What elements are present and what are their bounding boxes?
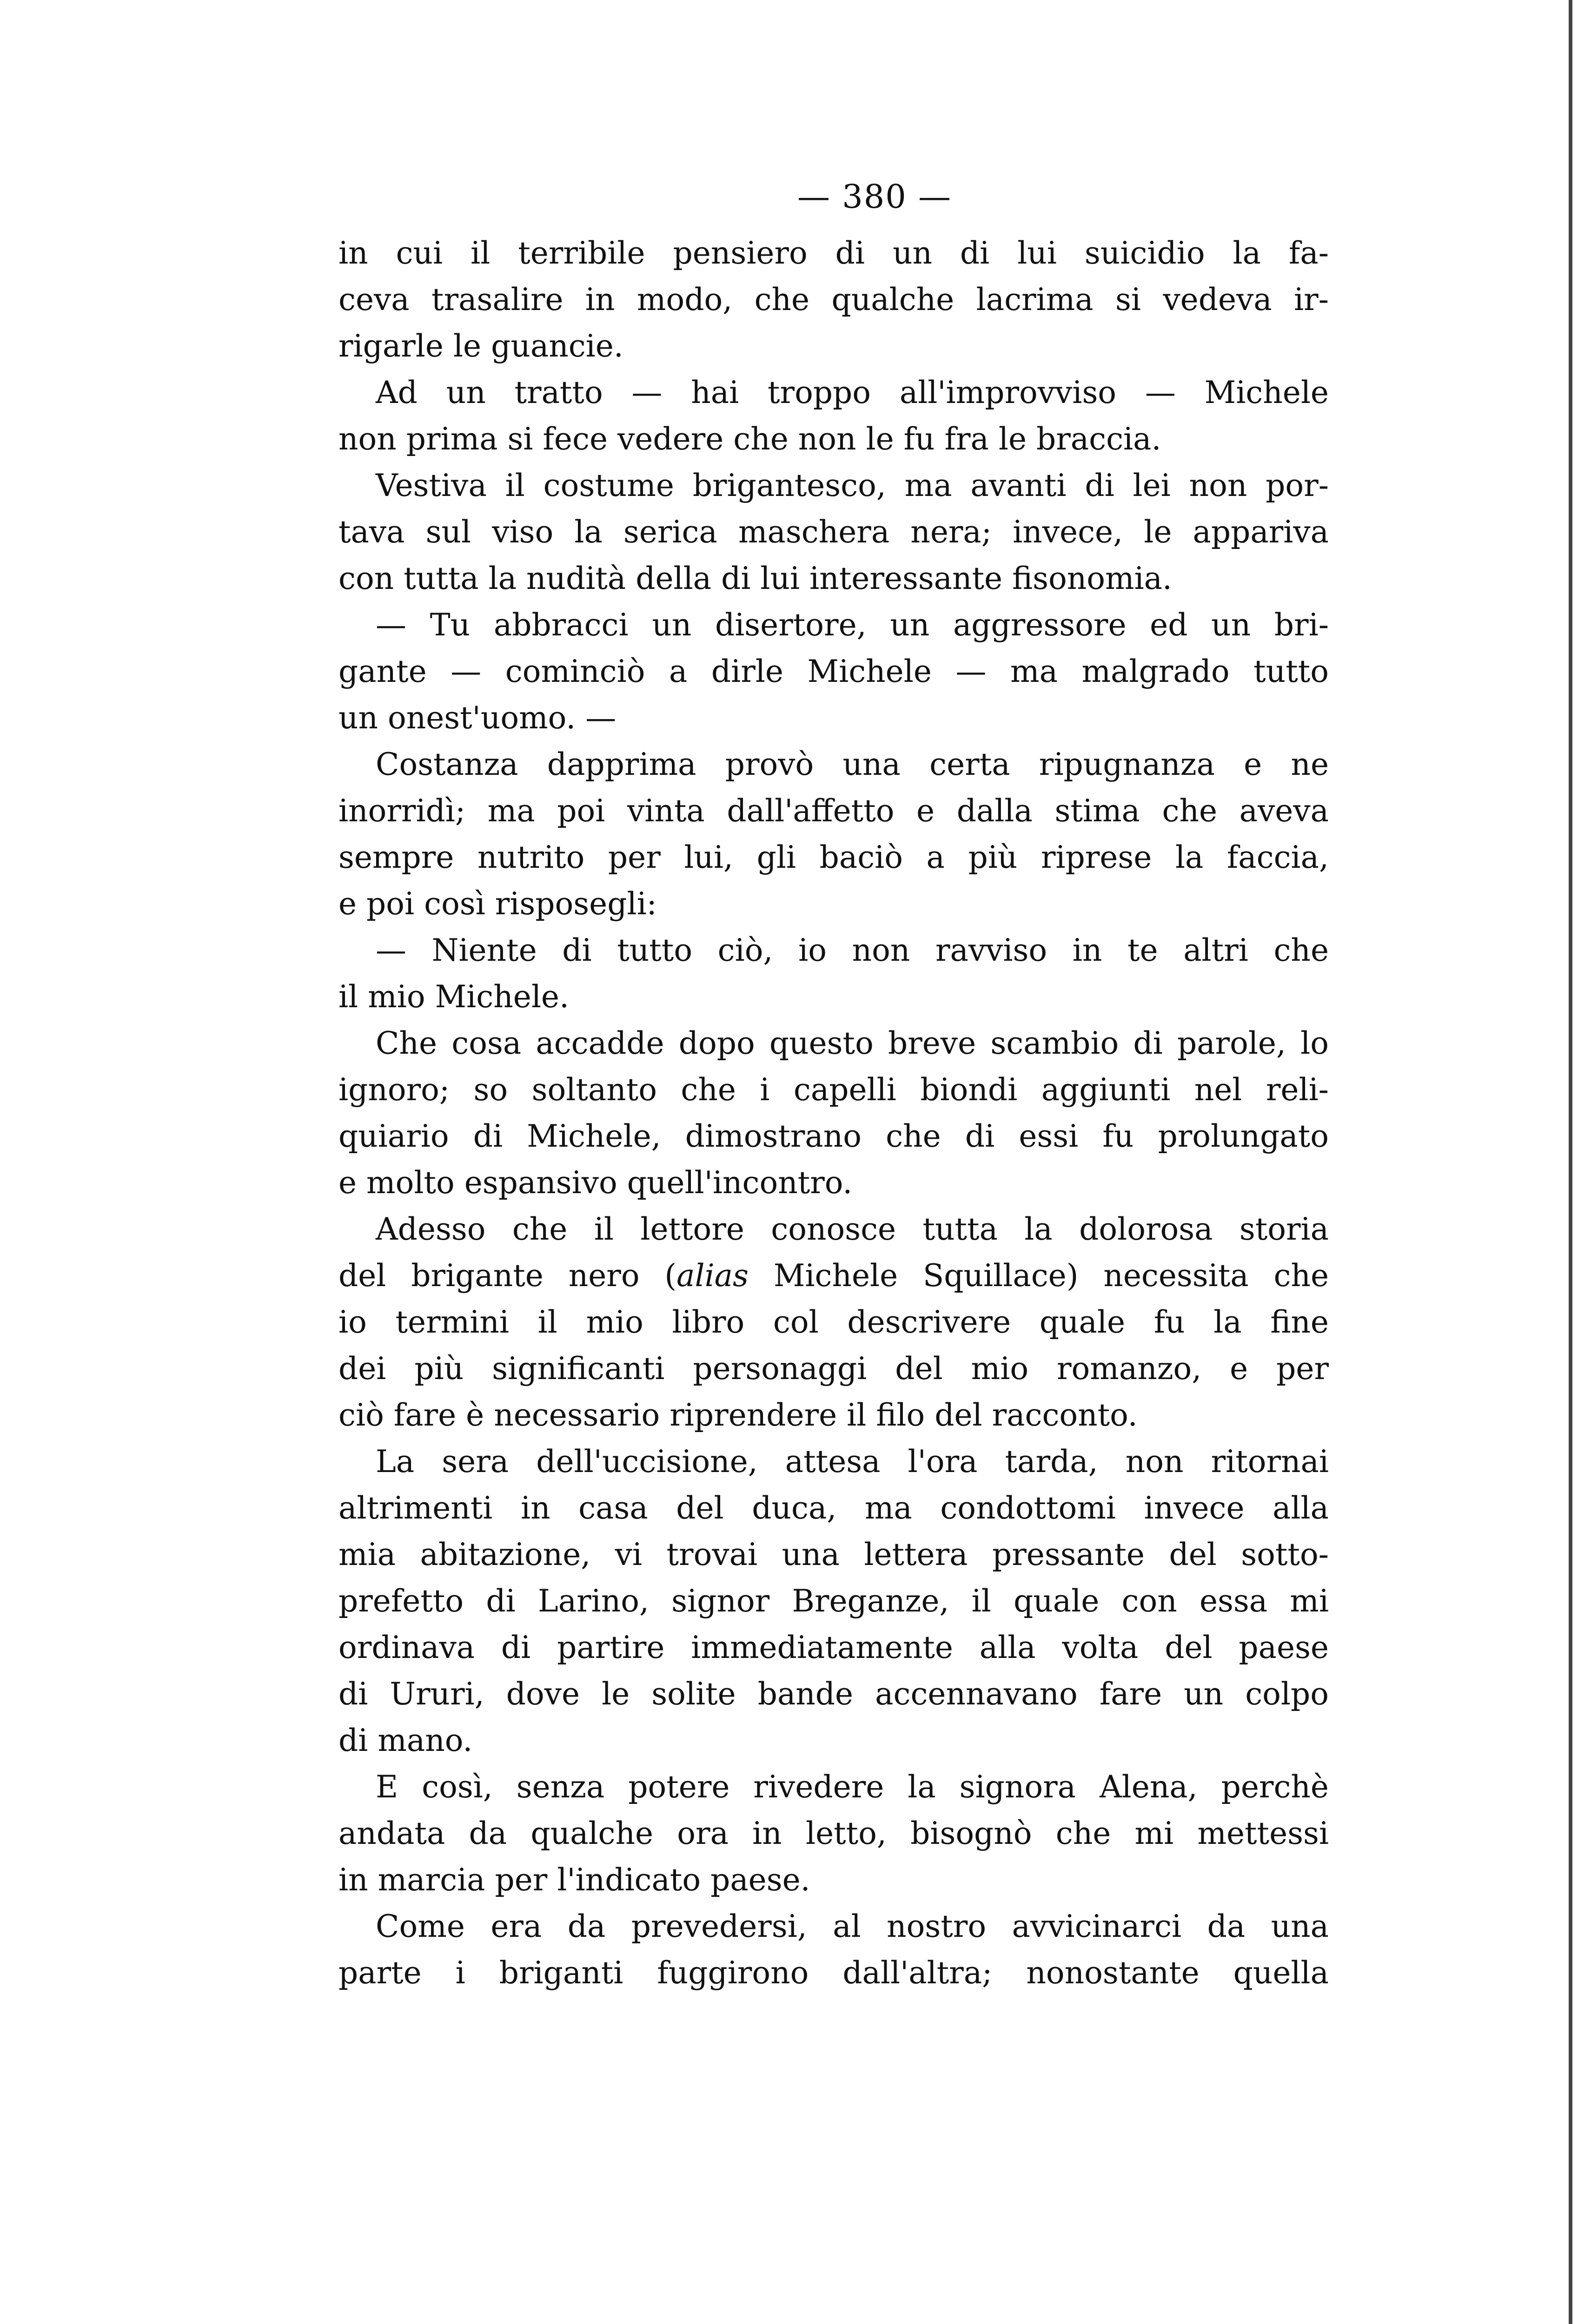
text-line: rigarle le guancie.: [338, 328, 623, 364]
text-line: ordinava di partire immediatamente alla volta del paese: [338, 1630, 1329, 1665]
text-line: La sera dell'uccisione, attesa l'ora tarda, non ritornai: [376, 1444, 1329, 1479]
text-line: sempre nutrito per lui, gli baciò a più riprese la faccia,: [338, 839, 1329, 875]
text-line: — Tu abbracci un disertore, un aggressore ed un bri-: [376, 607, 1329, 643]
text-line: gante — cominciò a dirle Michele — ma malgrado tutto: [338, 654, 1329, 689]
text-line: inorridì; ma poi vinta dall'affetto e dalla stima che aveva: [338, 793, 1329, 829]
text-line: prefetto di Larino, signor Breganze, il quale con essa mi: [338, 1583, 1329, 1619]
text-line: e poi così risposegli:: [338, 886, 657, 922]
paragraph: [338, 1764, 1329, 1903]
paragraph: [338, 927, 1329, 1020]
text-line: il mio Michele.: [338, 979, 569, 1015]
text-line: del brigante nero (alias Michele Squillace) necessita che: [338, 1258, 1329, 1294]
paragraph: [338, 1439, 1329, 1764]
text-line: andata da qualche ora in letto, bisognò che mi mettessi: [338, 1816, 1329, 1851]
text-line: di mano.: [338, 1723, 473, 1758]
text-line: mia abitazione, vi trovai una lettera pressante del sotto-: [338, 1537, 1329, 1572]
body-text: [338, 230, 1329, 1996]
paragraph: [338, 602, 1329, 741]
text-line: Come era da prevedersi, al nostro avvicinarci da una: [376, 1908, 1329, 1944]
text-line: un onest'uomo. —: [338, 700, 617, 736]
paragraph: [338, 230, 1329, 370]
text-line: E così, senza potere rivedere la signora Alena, perchè: [376, 1769, 1329, 1805]
text-line: in marcia per l'indicato paese.: [338, 1862, 810, 1898]
text-line: non prima si fece vedere che non le fu fra le braccia.: [338, 421, 1161, 457]
text-line: parte i briganti fuggirono dall'altra; nonostante quella: [338, 1955, 1329, 1991]
text-line: Ad un tratto — hai troppo all'improvviso — Michele: [376, 375, 1329, 410]
paragraph: [338, 1903, 1329, 1996]
text-line: io termini il mio libro col descrivere quale fu la fine: [338, 1304, 1329, 1340]
text-line: tava sul viso la serica maschera nera; invece, le appariva: [338, 514, 1329, 550]
text-line: con tutta la nudità della di lui interessante fisonomia.: [338, 561, 1172, 596]
text-line: altrimenti in casa del duca, ma condottomi invece alla: [338, 1490, 1329, 1526]
text-line: quiario di Michele, dimostrano che di essi fu prolungato: [338, 1118, 1329, 1154]
text-line: — Niente di tutto ciò, io non ravviso in te altri che: [376, 932, 1329, 968]
text-line: Vestiva il costume brigantesco, ma avanti di lei non por-: [376, 468, 1329, 503]
text-line: in cui il terribile pensiero di un di lui suicidio la fa-: [338, 235, 1329, 271]
text-line: di Ururi, dove le solite bande accennavano fare un colpo: [338, 1676, 1329, 1712]
text-line: dei più significanti personaggi del mio romanzo, e per: [338, 1351, 1329, 1386]
paragraph: [338, 741, 1329, 927]
paragraph: [338, 1020, 1329, 1206]
page-edge-shadow: [1569, 0, 1572, 2324]
text-line: Costanza dapprima provò una certa ripugnanza e ne: [376, 746, 1329, 782]
paragraph: [338, 1206, 1329, 1439]
text-line: Che cosa accadde dopo questo breve scambio di parole, lo: [376, 1025, 1329, 1061]
page-number: — 380 —: [797, 178, 952, 216]
text-line: ignoro; so soltanto che i capelli biondi aggiunti nel reli-: [338, 1072, 1329, 1108]
text-line: Adesso che il lettore conosce tutta la dolorosa storia: [376, 1211, 1329, 1247]
text-line: e molto espansivo quell'incontro.: [338, 1165, 853, 1201]
text-line: ciò fare è necessario riprendere il filo del racconto.: [338, 1397, 1138, 1433]
text-line: ceva trasalire in modo, che qualche lacrima si vedeva ir-: [338, 282, 1329, 317]
paragraph: [338, 370, 1329, 462]
paragraph: [338, 462, 1329, 602]
